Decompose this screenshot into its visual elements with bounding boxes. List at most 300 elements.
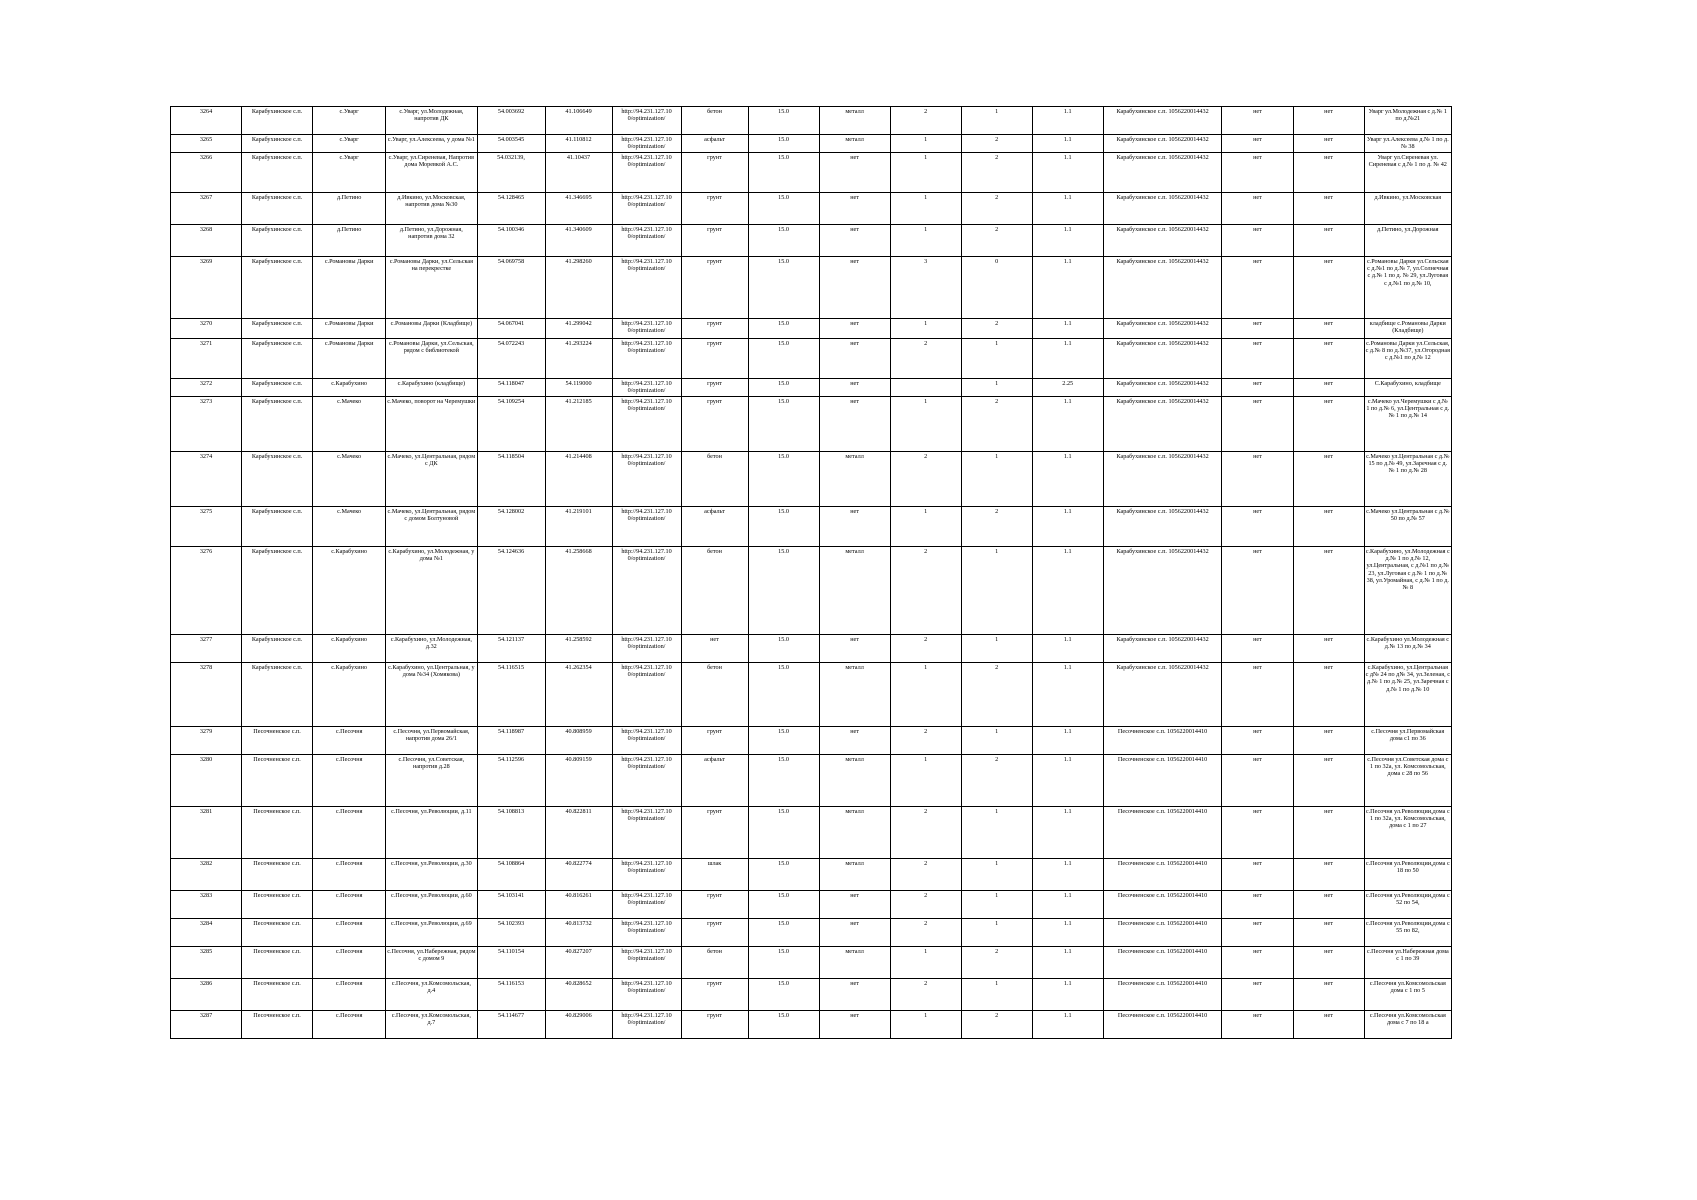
cell-village: с.Карабухино	[313, 547, 386, 635]
cell-link: http://94.231.127.10 0/optimization/	[612, 919, 681, 947]
cell-link: http://94.231.127.10 0/optimization/	[612, 397, 681, 452]
cell-n1: нет	[1222, 979, 1293, 1011]
cell-surface: грунт	[681, 225, 748, 257]
cell-n2: нет	[1293, 507, 1364, 547]
cell-vol: 1.1	[1032, 397, 1103, 452]
cell-c1: 1	[890, 947, 961, 979]
cell-c1: 2	[890, 727, 961, 755]
cell-location: д.Ивкино, ул.Московская, напротив дома №30	[386, 193, 477, 225]
cell-vol: 1.1	[1032, 755, 1103, 807]
cell-location: с.Карабухино, ул.Центральная, у дома №34 (Хомякова)	[386, 663, 477, 727]
cell-location: с.Романовы Дарки, ул.Сельская, рядом с библиотекой	[386, 339, 477, 379]
cell-c1: 2	[890, 635, 961, 663]
cell-c1: 1	[890, 225, 961, 257]
cell-lat: 54.116515	[477, 663, 545, 727]
cell-village: с.Песочня	[313, 891, 386, 919]
cell-settlement: Карабухинское с.п.	[242, 379, 313, 397]
cell-settlement: Карабухинское с.п.	[242, 452, 313, 507]
cell-n1: нет	[1222, 319, 1293, 339]
cell-c1: 1	[890, 135, 961, 153]
cell-n2: нет	[1293, 547, 1364, 635]
cell-location: с.Мачеко, ул.Центральная, рядом с домом Болтуновой	[386, 507, 477, 547]
cell-village: с.Уварг	[313, 135, 386, 153]
cell-area: 15.0	[748, 225, 819, 257]
table-row	[171, 319, 1452, 339]
cell-lat: 54.032139,	[477, 153, 545, 193]
cell-location: с.Песочня, ул.Комсомольская, д.7	[386, 1011, 477, 1039]
cell-link: http://94.231.127.10 0/optimization/	[612, 947, 681, 979]
cell-settlement: Песочненское с.п.	[242, 807, 313, 859]
cell-link: http://94.231.127.10 0/optimization/	[612, 379, 681, 397]
cell-c2: 1	[961, 635, 1032, 663]
cell-vol: 1.1	[1032, 979, 1103, 1011]
cell-lon: 40.822774	[545, 859, 612, 891]
cell-area: 15.0	[748, 1011, 819, 1039]
cell-houses: с.Песочня ул.Комсомольская дома с 7 по 18 а	[1364, 1011, 1451, 1039]
cell-link: http://94.231.127.10 0/optimization/	[612, 635, 681, 663]
cell-num: 3278	[171, 663, 242, 727]
table-body	[171, 107, 1452, 1039]
cell-c2: 1	[961, 859, 1032, 891]
cell-num: 3277	[171, 635, 242, 663]
cell-c2: 1	[961, 979, 1032, 1011]
cell-lat: 54.069758	[477, 257, 545, 319]
cell-c2: 2	[961, 153, 1032, 193]
cell-vol: 1.1	[1032, 452, 1103, 507]
cell-vol: 1.1	[1032, 507, 1103, 547]
cell-fence: металл	[819, 807, 890, 859]
cell-c2: 1	[961, 891, 1032, 919]
cell-surface: асфальт	[681, 507, 748, 547]
table-row	[171, 397, 1452, 452]
cell-c1: 3	[890, 257, 961, 319]
cell-vol: 1.1	[1032, 107, 1103, 135]
cell-village: с.Романовы Дарки	[313, 319, 386, 339]
cell-vol: 1.1	[1032, 807, 1103, 859]
cell-n2: нет	[1293, 319, 1364, 339]
cell-area: 15.0	[748, 755, 819, 807]
cell-c1: 2	[890, 807, 961, 859]
cell-fence: нет	[819, 225, 890, 257]
cell-fence: нет	[819, 635, 890, 663]
cell-n1: нет	[1222, 452, 1293, 507]
cell-surface: грунт	[681, 727, 748, 755]
cell-area: 15.0	[748, 859, 819, 891]
cell-c1: 2	[890, 891, 961, 919]
cell-houses: Уварг ул.Сиреневая ул. Сиреневая с д.№ 1 по д. № 42	[1364, 153, 1451, 193]
cell-houses: Уварг ул.Молодежная с д.№ 1 по д.№21	[1364, 107, 1451, 135]
cell-lat: 54.124636	[477, 547, 545, 635]
cell-location: с.Песочня, ул.Советская, напротив д.28	[386, 755, 477, 807]
cell-village: с.Песочня	[313, 755, 386, 807]
cell-area: 15.0	[748, 153, 819, 193]
cell-c2: 2	[961, 507, 1032, 547]
cell-village: с.Карабухино	[313, 379, 386, 397]
cell-area: 15.0	[748, 547, 819, 635]
cell-area: 15.0	[748, 319, 819, 339]
cell-owner: Песочненское с.п. 1056220014410	[1103, 919, 1222, 947]
cell-village: с.Мачеко	[313, 507, 386, 547]
cell-houses: с.Песочня ул.Революции,дома с 18 по 50	[1364, 859, 1451, 891]
table-row	[171, 1011, 1452, 1039]
cell-houses: С.Карабухино, кладбище	[1364, 379, 1451, 397]
table-row	[171, 891, 1452, 919]
cell-link: http://94.231.127.10 0/optimization/	[612, 859, 681, 891]
cell-n2: нет	[1293, 225, 1364, 257]
cell-c1: 2	[890, 339, 961, 379]
cell-area: 15.0	[748, 452, 819, 507]
table-row	[171, 452, 1452, 507]
cell-location: с.Уварг, ул.Алексеева, у дома №1	[386, 135, 477, 153]
cell-num: 3274	[171, 452, 242, 507]
cell-village: с.Песочня	[313, 807, 386, 859]
cell-link: http://94.231.127.10 0/optimization/	[612, 107, 681, 135]
cell-n1: нет	[1222, 225, 1293, 257]
cell-c2: 1	[961, 107, 1032, 135]
cell-vol: 1.1	[1032, 547, 1103, 635]
cell-owner: Песочненское с.п. 1056220014410	[1103, 891, 1222, 919]
cell-lon: 41.346695	[545, 193, 612, 225]
cell-area: 15.0	[748, 507, 819, 547]
cell-area: 15.0	[748, 663, 819, 727]
table-row	[171, 257, 1452, 319]
cell-area: 15.0	[748, 135, 819, 153]
cell-owner: Карабухинское с.п. 1056220014432	[1103, 397, 1222, 452]
cell-location: с.Мачеко, поворот на Черемушки	[386, 397, 477, 452]
cell-area: 15.0	[748, 257, 819, 319]
cell-fence: нет	[819, 919, 890, 947]
cell-houses: Уварг ул.Алексеева д.№ 1 по д.№ 38	[1364, 135, 1451, 153]
cell-n2: нет	[1293, 452, 1364, 507]
cell-lat: 54.118504	[477, 452, 545, 507]
cell-lon: 41.214408	[545, 452, 612, 507]
cell-lon: 41.299042	[545, 319, 612, 339]
cell-settlement: Карабухинское с.п.	[242, 397, 313, 452]
table-row	[171, 859, 1452, 891]
table-row	[171, 947, 1452, 979]
cell-settlement: Карабухинское с.п.	[242, 319, 313, 339]
cell-location: с.Песочня, ул.Революции, д.11	[386, 807, 477, 859]
cell-vol: 1.1	[1032, 225, 1103, 257]
cell-location: с.Песочня, ул.Революции, д.30	[386, 859, 477, 891]
cell-n2: нет	[1293, 397, 1364, 452]
cell-c1: 2	[890, 107, 961, 135]
cell-fence: металл	[819, 859, 890, 891]
cell-fence: нет	[819, 193, 890, 225]
cell-n1: нет	[1222, 135, 1293, 153]
table-row	[171, 193, 1452, 225]
cell-num: 3287	[171, 1011, 242, 1039]
cell-link: http://94.231.127.10 0/optimization/	[612, 979, 681, 1011]
cell-village: с.Уварг	[313, 153, 386, 193]
cell-village: с.Песочня	[313, 919, 386, 947]
cell-c1: 1	[890, 193, 961, 225]
cell-fence: металл	[819, 452, 890, 507]
cell-area: 15.0	[748, 807, 819, 859]
cell-n2: нет	[1293, 339, 1364, 379]
cell-surface: грунт	[681, 807, 748, 859]
cell-fence: нет	[819, 507, 890, 547]
cell-num: 3273	[171, 397, 242, 452]
cell-lon: 40.808959	[545, 727, 612, 755]
cell-c2: 2	[961, 663, 1032, 727]
cell-vol: 1.1	[1032, 257, 1103, 319]
cell-n1: нет	[1222, 947, 1293, 979]
cell-c1: 1	[890, 663, 961, 727]
cell-lon: 40.827207	[545, 947, 612, 979]
cell-n2: нет	[1293, 919, 1364, 947]
cell-lat: 54.121137	[477, 635, 545, 663]
cell-settlement: Песочненское с.п.	[242, 947, 313, 979]
cell-houses: с.Песочня ул.Комсомольская дома с 1 по 5	[1364, 979, 1451, 1011]
cell-surface: грунт	[681, 397, 748, 452]
cell-lat: 54.100346	[477, 225, 545, 257]
cell-houses: с.Песочня ул.Революции,дома с 1 по 32а, ул. Комсомольская, дома с 1 по 27	[1364, 807, 1451, 859]
cell-surface: бетон	[681, 547, 748, 635]
cell-lat: 54.067041	[477, 319, 545, 339]
cell-fence: нет	[819, 1011, 890, 1039]
cell-c2: 0	[961, 257, 1032, 319]
cell-owner: Карабухинское с.п. 1056220014432	[1103, 319, 1222, 339]
cell-num: 3272	[171, 379, 242, 397]
cell-num: 3282	[171, 859, 242, 891]
cell-fence: нет	[819, 257, 890, 319]
cell-settlement: Карабухинское с.п.	[242, 153, 313, 193]
cell-lat: 54.128002	[477, 507, 545, 547]
cell-link: http://94.231.127.10 0/optimization/	[612, 507, 681, 547]
cell-c2: 1	[961, 919, 1032, 947]
cell-area: 15.0	[748, 727, 819, 755]
cell-lon: 41.293224	[545, 339, 612, 379]
cell-surface: бетон	[681, 947, 748, 979]
cell-lat: 54.118987	[477, 727, 545, 755]
cell-n1: нет	[1222, 727, 1293, 755]
cell-owner: Карабухинское с.п. 1056220014432	[1103, 153, 1222, 193]
cell-area: 15.0	[748, 947, 819, 979]
table-row	[171, 379, 1452, 397]
cell-location: с.Песочня, ул.Комсомольская, д.4	[386, 979, 477, 1011]
table-row	[171, 755, 1452, 807]
cell-surface: грунт	[681, 379, 748, 397]
cell-link: http://94.231.127.10 0/optimization/	[612, 135, 681, 153]
cell-lon: 40.822811	[545, 807, 612, 859]
cell-n1: нет	[1222, 339, 1293, 379]
cell-lon: 41.340609	[545, 225, 612, 257]
cell-link: http://94.231.127.10 0/optimization/	[612, 663, 681, 727]
cell-surface: грунт	[681, 319, 748, 339]
cell-c1: 1	[890, 319, 961, 339]
cell-lon: 41.110812	[545, 135, 612, 153]
cell-vol: 1.1	[1032, 339, 1103, 379]
cell-village: с.Карабухино	[313, 663, 386, 727]
cell-num: 3264	[171, 107, 242, 135]
cell-num: 3281	[171, 807, 242, 859]
cell-lat: 54.102393	[477, 919, 545, 947]
cell-settlement: Песочненское с.п.	[242, 979, 313, 1011]
cell-num: 3283	[171, 891, 242, 919]
cell-village: с.Романовы Дарки	[313, 257, 386, 319]
cell-surface: нет	[681, 635, 748, 663]
cell-lon: 40.809159	[545, 755, 612, 807]
cell-houses: с.Карабухино ул.Молодежная с д.№ 13 по д.№ 34	[1364, 635, 1451, 663]
table-row	[171, 153, 1452, 193]
cell-settlement: Карабухинское с.п.	[242, 107, 313, 135]
table-row	[171, 339, 1452, 379]
cell-c2: 2	[961, 319, 1032, 339]
cell-num: 3285	[171, 947, 242, 979]
cell-houses: с.Мачеко ул.Черемушки с д.№ 1 по д.№ 6, ул.Центральная с д.№ 1 по д.№ 14	[1364, 397, 1451, 452]
cell-owner: Песочненское с.п. 1056220014410	[1103, 859, 1222, 891]
cell-c2: 1	[961, 547, 1032, 635]
cell-c1	[890, 379, 961, 397]
cell-c1: 1	[890, 507, 961, 547]
registry-table	[170, 106, 1452, 1039]
cell-location: с.Романовы Дарки (Кладбище)	[386, 319, 477, 339]
cell-c2: 1	[961, 339, 1032, 379]
cell-c2: 2	[961, 1011, 1032, 1039]
cell-houses: с.Мачеко ул.Центральная с д.№ 50 по д.№ 57	[1364, 507, 1451, 547]
cell-n1: нет	[1222, 507, 1293, 547]
cell-lon: 41.10437	[545, 153, 612, 193]
cell-village: с.Песочня	[313, 1011, 386, 1039]
cell-surface: бетон	[681, 107, 748, 135]
cell-link: http://94.231.127.10 0/optimization/	[612, 193, 681, 225]
cell-village: с.Песочня	[313, 979, 386, 1011]
cell-surface: грунт	[681, 193, 748, 225]
cell-n2: нет	[1293, 663, 1364, 727]
cell-settlement: Карабухинское с.п.	[242, 135, 313, 153]
cell-village: д.Петино	[313, 193, 386, 225]
cell-surface: грунт	[681, 257, 748, 319]
cell-n2: нет	[1293, 807, 1364, 859]
cell-lon: 41.258668	[545, 547, 612, 635]
cell-owner: Карабухинское с.п. 1056220014432	[1103, 135, 1222, 153]
cell-link: http://94.231.127.10 0/optimization/	[612, 1011, 681, 1039]
cell-houses: д.Ивкино, ул.Московская	[1364, 193, 1451, 225]
cell-c2: 2	[961, 397, 1032, 452]
cell-n1: нет	[1222, 635, 1293, 663]
cell-c2: 1	[961, 727, 1032, 755]
cell-area: 15.0	[748, 919, 819, 947]
cell-owner: Песочненское с.п. 1056220014410	[1103, 947, 1222, 979]
cell-owner: Песочненское с.п. 1056220014410	[1103, 807, 1222, 859]
cell-lon: 40.828652	[545, 979, 612, 1011]
cell-owner: Карабухинское с.п. 1056220014432	[1103, 379, 1222, 397]
cell-fence: нет	[819, 397, 890, 452]
table-row	[171, 107, 1452, 135]
cell-owner: Карабухинское с.п. 1056220014432	[1103, 339, 1222, 379]
cell-houses: с.Песочня ул.Набережная дома с 1 по 39	[1364, 947, 1451, 979]
cell-link: http://94.231.127.10 0/optimization/	[612, 807, 681, 859]
cell-fence: металл	[819, 135, 890, 153]
cell-owner: Карабухинское с.п. 1056220014432	[1103, 193, 1222, 225]
cell-c2: 2	[961, 225, 1032, 257]
cell-fence: металл	[819, 663, 890, 727]
cell-num: 3284	[171, 919, 242, 947]
cell-area: 15.0	[748, 379, 819, 397]
cell-lat: 54.128465	[477, 193, 545, 225]
cell-fence: нет	[819, 153, 890, 193]
cell-village: д.Петино	[313, 225, 386, 257]
cell-n1: нет	[1222, 379, 1293, 397]
cell-n2: нет	[1293, 193, 1364, 225]
cell-n2: нет	[1293, 379, 1364, 397]
cell-c1: 1	[890, 1011, 961, 1039]
cell-village: с.Уварг	[313, 107, 386, 135]
cell-link: http://94.231.127.10 0/optimization/	[612, 153, 681, 193]
cell-surface: асфальт	[681, 135, 748, 153]
cell-n1: нет	[1222, 755, 1293, 807]
cell-settlement: Карабухинское с.п.	[242, 635, 313, 663]
cell-link: http://94.231.127.10 0/optimization/	[612, 452, 681, 507]
cell-surface: грунт	[681, 979, 748, 1011]
cell-n1: нет	[1222, 193, 1293, 225]
cell-houses: с.Мачеко ул.Центральная с д.№ 15 по д.№ 49, ул.Заречная с д.№ 1 по д.№ 28	[1364, 452, 1451, 507]
table-row	[171, 547, 1452, 635]
cell-houses: с.Песочня ул.Советская дома с 1 по 32а, ул. Комсомольская, дома с 28 по 56	[1364, 755, 1451, 807]
cell-fence: металл	[819, 107, 890, 135]
cell-n2: нет	[1293, 859, 1364, 891]
cell-houses: д.Петино, ул.Дорожная	[1364, 225, 1451, 257]
cell-lon: 41.258592	[545, 635, 612, 663]
cell-n2: нет	[1293, 135, 1364, 153]
cell-settlement: Карабухинское с.п.	[242, 663, 313, 727]
cell-c1: 2	[890, 979, 961, 1011]
cell-n2: нет	[1293, 727, 1364, 755]
cell-link: http://94.231.127.10 0/optimization/	[612, 891, 681, 919]
cell-fence: металл	[819, 755, 890, 807]
cell-n1: нет	[1222, 547, 1293, 635]
cell-location: с.Песочня, ул.Первомайская, напротив дома 26/1	[386, 727, 477, 755]
cell-location: с.Песочня, ул.Революции, д.69	[386, 919, 477, 947]
table-row	[171, 807, 1452, 859]
cell-c1: 2	[890, 547, 961, 635]
cell-surface: бетон	[681, 452, 748, 507]
cell-n2: нет	[1293, 755, 1364, 807]
cell-num: 3266	[171, 153, 242, 193]
cell-area: 15.0	[748, 635, 819, 663]
cell-num: 3271	[171, 339, 242, 379]
cell-surface: грунт	[681, 891, 748, 919]
cell-n2: нет	[1293, 1011, 1364, 1039]
cell-houses: с.Песочня ул.Революции,дома с 55 по 82,	[1364, 919, 1451, 947]
cell-n1: нет	[1222, 107, 1293, 135]
cell-houses: с.Карабухино, ул.Центральная с д№ 24 по д№ 34, ул.Зеленая, с д.№ 1 по д.№ 25, ул.Заречная с д.№ 1 по д.№ 10	[1364, 663, 1451, 727]
cell-settlement: Карабухинское с.п.	[242, 257, 313, 319]
cell-settlement: Песочненское с.п.	[242, 755, 313, 807]
cell-location: с.Карабухино, ул.Молодежная, у дома №1	[386, 547, 477, 635]
cell-n2: нет	[1293, 107, 1364, 135]
cell-settlement: Песочненское с.п.	[242, 727, 313, 755]
cell-n2: нет	[1293, 153, 1364, 193]
cell-fence: металл	[819, 947, 890, 979]
cell-lon: 40.813732	[545, 919, 612, 947]
cell-n1: нет	[1222, 257, 1293, 319]
cell-num: 3275	[171, 507, 242, 547]
cell-link: http://94.231.127.10 0/optimization/	[612, 257, 681, 319]
cell-settlement: Карабухинское с.п.	[242, 193, 313, 225]
cell-location: с.Карабухино, ул.Молодежная, д.32	[386, 635, 477, 663]
cell-lat: 54.072243	[477, 339, 545, 379]
cell-vol: 1.1	[1032, 319, 1103, 339]
cell-owner: Карабухинское с.п. 1056220014432	[1103, 635, 1222, 663]
cell-lon: 40.829006	[545, 1011, 612, 1039]
cell-n1: нет	[1222, 1011, 1293, 1039]
cell-link: http://94.231.127.10 0/optimization/	[612, 727, 681, 755]
cell-link: http://94.231.127.10 0/optimization/	[612, 225, 681, 257]
cell-num: 3280	[171, 755, 242, 807]
cell-c2: 2	[961, 135, 1032, 153]
